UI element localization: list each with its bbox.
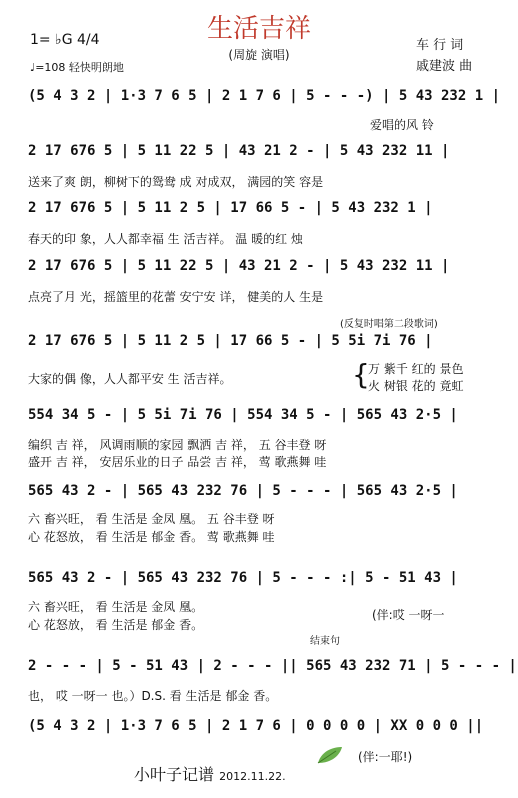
lyric-line-8a: 六 畜兴旺， 看 生活是 金凤 凰。 [28,600,204,614]
score-line-2: 2 17 676 5 | 5 11 22 5 | 43 21 2 - | 5 43 232 11 | [28,143,450,159]
tempo-marking: ♩=108 轻快明朗地 [30,61,124,74]
score-line-6: 554 34 5 - | 5 5i 7i 76 | 554 34 5 - | 565 43 2·5 | [28,407,458,423]
transcription-date: 2012.11.22. [219,770,286,783]
lyric-line-1: 爱唱的风 铃 [370,118,434,132]
verse-bracket-text-1: 万 紫千 红的 景色 [368,362,464,376]
lyric-line-2: 送来了爽 朗，柳树下的鸳鸯 成 对成双， 满园的笑 容是 [28,175,324,189]
score-line-4: 2 17 676 5 | 5 11 22 5 | 43 21 2 - | 5 43 232 11 | [28,258,450,274]
lyric-line-5: 大家的偶 像，人人都平安 生 活吉祥。 [28,372,232,386]
score-line-10: (5 4 3 2 | 1·3 7 6 5 | 2 1 7 6 | 0 0 0 0 | XX 0 0 0 || [28,718,484,734]
lyric-line-9: 也， 哎 一呀一 也。）D.S. 看 生活是 郁金 香。 [28,689,278,703]
score-line-7: 565 43 2 - | 565 43 232 76 | 5 - - - | 565 43 2·5 | [28,483,458,499]
lyric-line-6b: 盛开 吉 祥， 安居乐业的日子 品尝 吉 祥， 莺 歌燕舞 哇 [28,455,327,469]
lyricist-credit: 车 行 词 [416,38,464,53]
score-line-5: 2 17 676 5 | 5 11 2 5 | 17 66 5 - | 5 5i 7i 76 | [28,333,433,349]
repeat-note: (反复时唱第二段歌词) [340,319,438,330]
score-line-9: 2 - - - | 5 - 51 43 | 2 - - - || 565 43 232 71 | 5 - - - | [28,658,517,674]
lyric-line-7a: 六 畜兴旺， 看 生活是 金凤 凰。 五 谷丰登 呀 [28,512,275,526]
song-subtitle: (周旋 演唱) [228,48,290,62]
score-line-8: 565 43 2 - | 565 43 232 76 | 5 - - - :| 5 - 51 43 | [28,570,458,586]
verse-bracket: { [352,358,370,391]
score-line-3: 2 17 676 5 | 5 11 2 5 | 17 66 5 - | 5 43 232 1 | [28,200,433,216]
lyric-line-4: 点亮了月 光，摇篮里的花蕾 安宁安 详， 健美的人 生是 [28,290,324,304]
transcriber-signature [134,762,286,785]
signature-text: 小叶子记谱 [134,765,215,784]
companion-vocal-1: (伴:哎 一呀一 [372,608,445,622]
score-line-1: (5 4 3 2 | 1·3 7 6 5 | 2 1 7 6 | 5 - - -) | 5 43 232 1 | [28,88,501,104]
leaf-icon [316,745,344,765]
lyric-line-8b: 心 花怒放， 看 生活是 郁金 香。 [28,618,204,632]
verse-bracket-text-2: 火 树银 花的 竟虹 [368,379,464,393]
song-title: 生活吉祥 [206,14,311,44]
lyric-line-7b: 心 花怒放， 看 生活是 郁金 香。 莺 歌燕舞 哇 [28,530,275,544]
composer-credit: 戚建波 曲 [416,59,473,74]
lyric-line-3: 春天的印 象，人人都幸福 生 活吉祥。 温 暖的红 烛 [28,232,303,246]
ending-label: 结束句 [310,636,340,647]
lyric-line-6a: 编织 吉 祥， 风调雨顺的家园 飘洒 吉 祥， 五 谷丰登 呀 [28,438,327,452]
key-signature: 1= ♭G 4/4 [30,32,100,48]
companion-vocal-2: (伴:一耶!) [358,750,413,764]
